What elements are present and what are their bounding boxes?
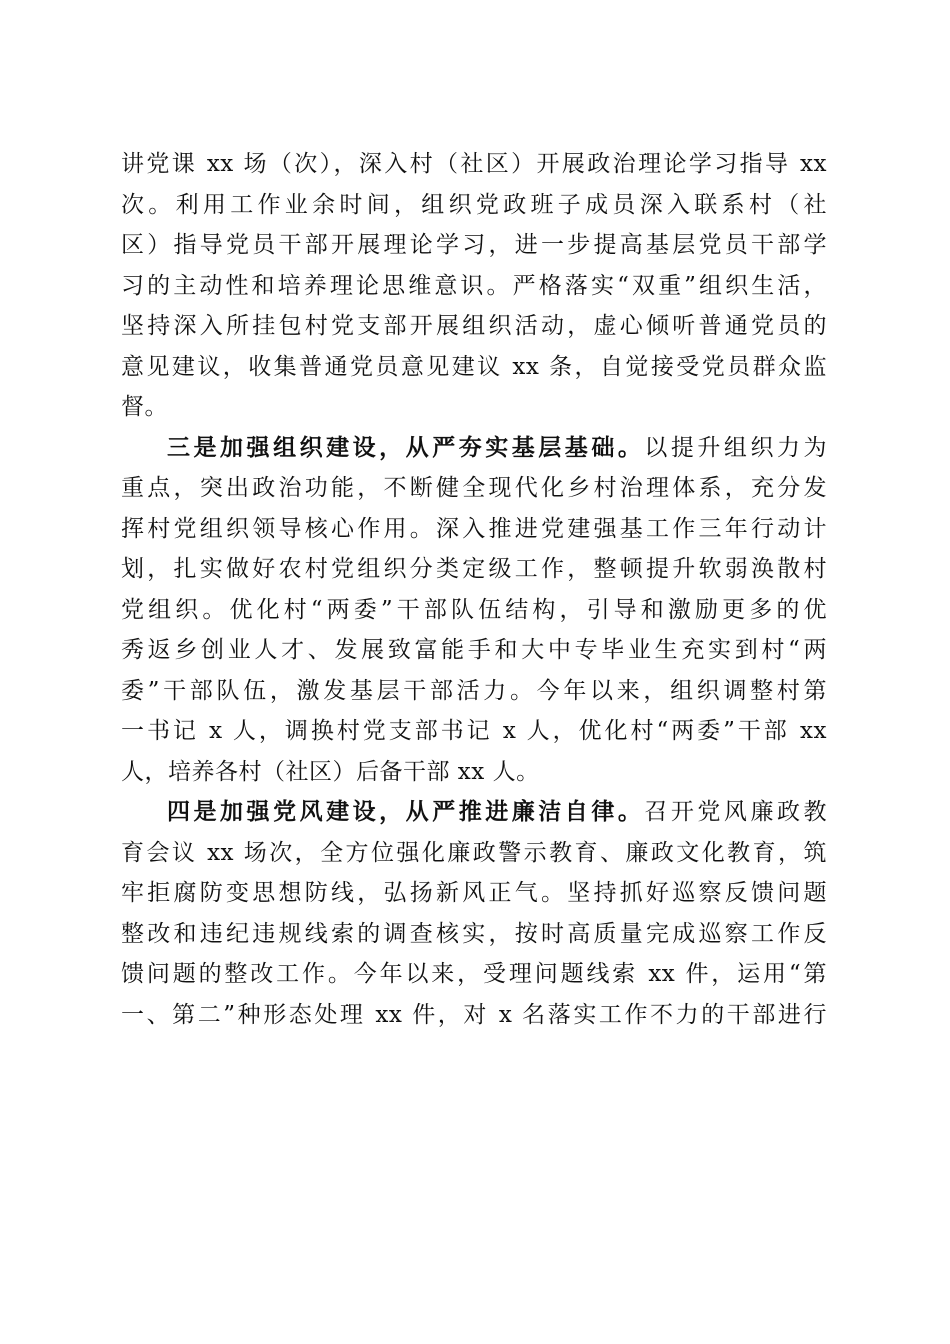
text-line: 挥村党组织领导核心作用。深入推进党建强基工作三年行动计 (121, 515, 827, 542)
paragraph-first-line (121, 428, 827, 469)
paragraph-3 (121, 792, 827, 1035)
text-line: 意见建议，收集普通党员意见建议 xx 条，自觉接受党员群众监 (121, 353, 827, 380)
document-body (121, 144, 827, 1035)
text-line: 一、第二”种形态处理 xx 件，对 x 名落实工作不力的干部进行 (121, 1001, 827, 1028)
text-line: 委”干部队伍，激发基层干部活力。今年以来，组织调整村第 (121, 677, 827, 704)
text-line: 一书记 x 人，调换村党支部书记 x 人，优化村“两委”干部 xx (121, 718, 827, 744)
paragraph-first-line-rest: 以提升组织力为 (644, 434, 828, 461)
text-line: 坚持深入所挂包村党支部开展组织活动，虚心倾听普通党员的 (121, 313, 827, 339)
text-line: 党组织。优化村“两委”干部队伍结构，引导和激励更多的优 (121, 596, 827, 623)
paragraph-lead-heading: 四是加强党风建设，从严推进廉洁自律。 (167, 798, 645, 825)
paragraph-2 (121, 428, 827, 793)
text-line: 习的主动性和培养理论思维意识。严格落实“双重”组织生活， (121, 272, 827, 299)
text-line: 次。利用工作业余时间，组织党政班子成员深入联系村（社 (121, 191, 827, 218)
text-line: 讲党课 xx 场（次），深入村（社区）开展政治理论学习指导 xx (121, 151, 827, 177)
text-line: 重点，突出政治功能，不断健全现代化乡村治理体系，充分发 (121, 475, 827, 501)
paragraph-lead-heading: 三是加强组织建设，从严夯实基层基础。 (167, 433, 645, 461)
paragraph-1 (121, 144, 827, 428)
text-line: 人，培养各村（社区）后备干部 xx 人。 (121, 758, 540, 785)
text-line: 督。 (121, 394, 168, 420)
paragraph-first-line (121, 792, 827, 833)
text-line: 育会议 xx 场次，全方位强化廉政警示教育、廉政文化教育，筑 (121, 839, 827, 866)
text-line: 秀返乡创业人才、发展致富能手和大中专毕业生充实到村“两 (121, 637, 827, 663)
text-line: 区）指导党员干部开展理论学习，进一步提高基层党员干部学 (121, 232, 827, 258)
text-line: 馈问题的整改工作。今年以来，受理问题线索 xx 件，运用“第 (121, 961, 827, 987)
text-line: 整改和违纪违规线索的调查核实，按时高质量完成巡察工作反 (121, 920, 827, 947)
text-line: 划，扎实做好农村党组织分类定级工作，整顿提升软弱涣散村 (121, 556, 827, 582)
paragraph-first-line-rest: 召开党风廉政教 (644, 799, 828, 825)
text-line: 牢拒腐防变思想防线，弘扬新风正气。坚持抓好巡察反馈问题 (121, 880, 827, 906)
